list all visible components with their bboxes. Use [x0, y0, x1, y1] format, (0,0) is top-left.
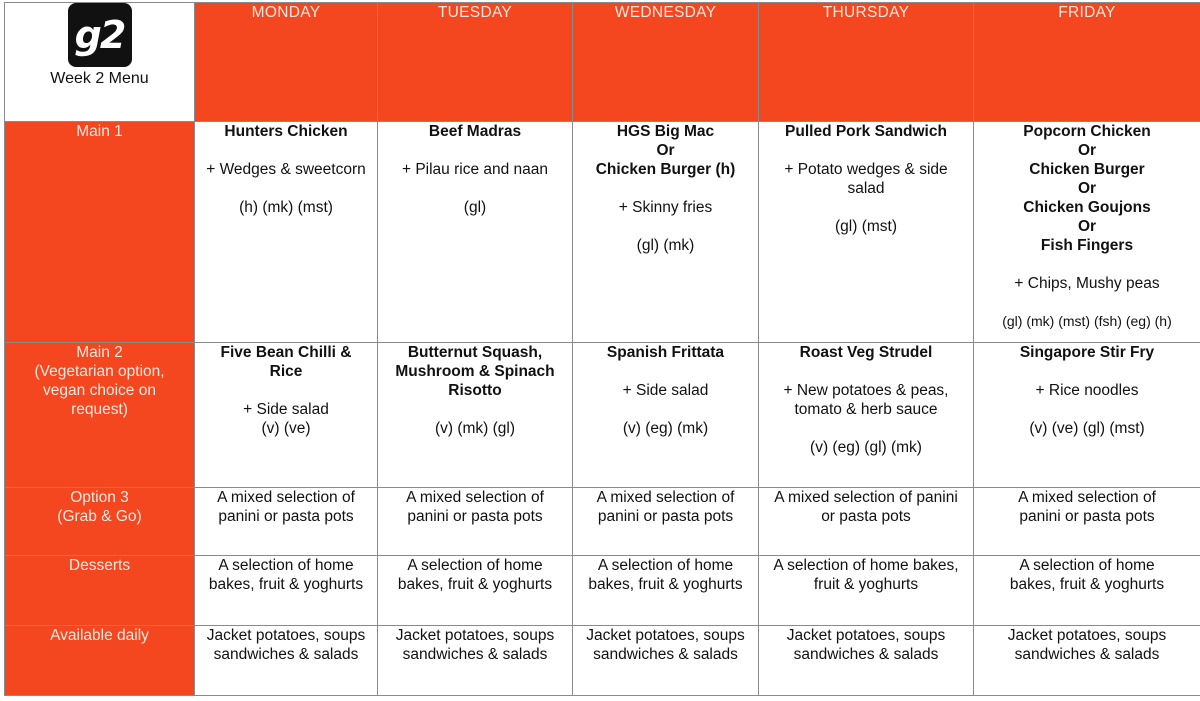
- cell-text: bakes, fruit & yoghurts: [397, 576, 553, 593]
- dish-name: Popcorn Chicken: [1023, 123, 1151, 140]
- row-label-text: Main 1: [76, 123, 123, 140]
- side-text: + Potato wedges & side: [784, 161, 948, 178]
- day-header-wednesday: WEDNESDAY: [573, 3, 759, 122]
- dish-name: Roast Veg Strudel: [799, 344, 933, 361]
- dish-name: Mushroom & Spinach: [395, 363, 555, 380]
- desserts-friday: [974, 556, 1200, 626]
- allergen-codes: (gl) (mst): [835, 218, 897, 235]
- day-header-thursday: THURSDAY: [759, 3, 974, 122]
- cell-text: A mixed selection of: [217, 489, 355, 506]
- main1-row: [5, 122, 1200, 343]
- cell-text: A selection of home: [1019, 557, 1155, 574]
- cell-text: Jacket potatoes, soups: [395, 627, 555, 644]
- row-label-text: Desserts: [68, 557, 131, 574]
- desserts-row: [5, 556, 1200, 626]
- allergen-codes: (gl) (mk) (mst) (fsh) (eg) (h): [1002, 313, 1172, 329]
- day-header-tuesday: TUESDAY: [378, 3, 573, 122]
- allergen-codes: (gl) (mk): [636, 237, 695, 254]
- row-label-daily: [5, 626, 195, 696]
- row-label-text: Main 2: [76, 344, 123, 361]
- cell-text: panini or pasta pots: [1019, 508, 1155, 525]
- dish-name: Beef Madras: [428, 123, 522, 140]
- side-text: + Side salad: [243, 401, 329, 418]
- row-label-text: vegan choice on: [43, 382, 156, 399]
- dish-name: Five Bean Chilli &: [220, 344, 352, 361]
- g2-logo: g2: [68, 3, 132, 67]
- dish-name: Fish Fingers: [1040, 237, 1134, 254]
- cell-text: panini or pasta pots: [597, 508, 734, 525]
- cell-text: A mixed selection of: [596, 489, 735, 506]
- cell-text: panini or pasta pots: [407, 508, 543, 525]
- side-text: + Rice noodles: [1035, 382, 1139, 399]
- allergen-codes: (h) (mk) (mst): [239, 199, 333, 216]
- day-header-friday: FRIDAY: [974, 3, 1200, 122]
- side-text: + Wedges & sweetcorn: [206, 161, 366, 178]
- main2-row: [5, 343, 1200, 488]
- cell-text: Jacket potatoes, soups: [786, 627, 946, 644]
- main2-wednesday: [573, 343, 759, 488]
- daily-thursday: [759, 626, 974, 696]
- cell-text: bakes, fruit & yoghurts: [208, 576, 364, 593]
- dish-name: Singapore Stir Fry: [1019, 344, 1155, 361]
- desserts-tuesday: [378, 556, 573, 626]
- dish-name: Chicken Burger (h): [595, 161, 736, 178]
- row-label-text: (Grab & Go): [57, 508, 142, 525]
- row-label-text: Available daily: [50, 627, 149, 644]
- option3-thursday: [759, 488, 974, 556]
- desserts-thursday: [759, 556, 974, 626]
- or-text: Or: [1077, 218, 1097, 235]
- cell-text: bakes, fruit & yoghurts: [588, 576, 743, 593]
- or-text: Or: [656, 142, 675, 159]
- allergen-codes: (v) (ve) (gl) (mst): [1029, 420, 1145, 437]
- dish-name: Pulled Pork Sandwich: [785, 123, 947, 140]
- option3-row: [5, 488, 1200, 556]
- allergen-codes: (v) (mk) (gl): [434, 420, 516, 437]
- allergen-codes: (v) (eg) (gl) (mk): [810, 439, 922, 456]
- row-label-text: Option 3: [70, 489, 129, 506]
- cell-text: A mixed selection of: [406, 489, 544, 506]
- cell-text: A selection of home: [407, 557, 543, 574]
- cell-text: Jacket potatoes, soups: [206, 627, 366, 644]
- cell-text: bakes, fruit & yoghurts: [1009, 576, 1165, 593]
- main1-wednesday: [573, 122, 759, 343]
- cell-text: panini or pasta pots: [218, 508, 354, 525]
- side-text: salad: [847, 180, 885, 197]
- side-text: + Chips, Mushy peas: [1014, 275, 1160, 292]
- main2-tuesday: [378, 343, 573, 488]
- main2-thursday: [759, 343, 974, 488]
- allergen-codes: (gl): [463, 199, 487, 216]
- logo-cell: [5, 3, 195, 122]
- allergen-codes: (v) (eg) (mk): [622, 420, 709, 437]
- main1-monday: [195, 122, 378, 343]
- side-text: + Side salad: [622, 382, 709, 399]
- header-row: [5, 3, 1200, 122]
- allergen-codes: (v) (ve): [261, 420, 311, 437]
- week-menu-table: [4, 2, 1200, 696]
- dish-name: HGS Big Mac: [616, 123, 715, 140]
- daily-row: [5, 626, 1200, 696]
- dish-name: Chicken Goujons: [1023, 199, 1151, 216]
- side-text: + Pilau rice and naan: [401, 161, 549, 178]
- main2-monday: [195, 343, 378, 488]
- row-label-option3: [5, 488, 195, 556]
- row-label-desserts: [5, 556, 195, 626]
- desserts-monday: [195, 556, 378, 626]
- or-text: Or: [1077, 142, 1097, 159]
- menu-title: Week 2 Menu: [50, 70, 149, 87]
- row-label-main2: [5, 343, 195, 488]
- cell-text: sandwiches & salads: [402, 646, 548, 663]
- dish-name: Rice: [269, 363, 303, 380]
- option3-friday: [974, 488, 1200, 556]
- row-label-text: request): [71, 401, 128, 418]
- main1-tuesday: [378, 122, 573, 343]
- dish-name: Spanish Frittata: [606, 344, 725, 361]
- dish-name: Butternut Squash,: [407, 344, 543, 361]
- cell-text: A selection of home: [218, 557, 354, 574]
- option3-tuesday: [378, 488, 573, 556]
- daily-friday: [974, 626, 1200, 696]
- main1-friday: [974, 122, 1200, 343]
- cell-text: fruit & yoghurts: [813, 576, 919, 593]
- dish-name: Hunters Chicken: [224, 123, 348, 140]
- row-label-text: (Vegetarian option,: [34, 363, 165, 380]
- cell-text: or pasta pots: [821, 508, 911, 525]
- cell-text: A mixed selection of: [1018, 489, 1156, 506]
- daily-monday: [195, 626, 378, 696]
- cell-text: A selection of home bakes,: [773, 557, 959, 574]
- dish-name: Chicken Burger: [1029, 161, 1145, 178]
- side-text: + New potatoes & peas,: [783, 382, 949, 399]
- daily-tuesday: [378, 626, 573, 696]
- cell-text: sandwiches & salads: [793, 646, 939, 663]
- main1-thursday: [759, 122, 974, 343]
- day-header-monday: MONDAY: [195, 3, 378, 122]
- desserts-wednesday: [573, 556, 759, 626]
- side-text: + Skinny fries: [618, 199, 713, 216]
- main2-friday: [974, 343, 1200, 488]
- option3-wednesday: [573, 488, 759, 556]
- option3-monday: [195, 488, 378, 556]
- or-text: Or: [1077, 180, 1097, 197]
- row-label-main1: [5, 122, 195, 343]
- side-text: tomato & herb sauce: [794, 401, 938, 418]
- cell-text: A selection of home: [597, 557, 734, 574]
- cell-text: sandwiches & salads: [213, 646, 359, 663]
- cell-text: sandwiches & salads: [1014, 646, 1160, 663]
- dish-name: Risotto: [448, 382, 502, 399]
- daily-wednesday: [573, 626, 759, 696]
- cell-text: Jacket potatoes, soups: [1007, 627, 1167, 644]
- cell-text: sandwiches & salads: [593, 646, 738, 663]
- cell-text: A mixed selection of panini: [774, 489, 958, 506]
- cell-text: Jacket potatoes, soups: [586, 627, 745, 644]
